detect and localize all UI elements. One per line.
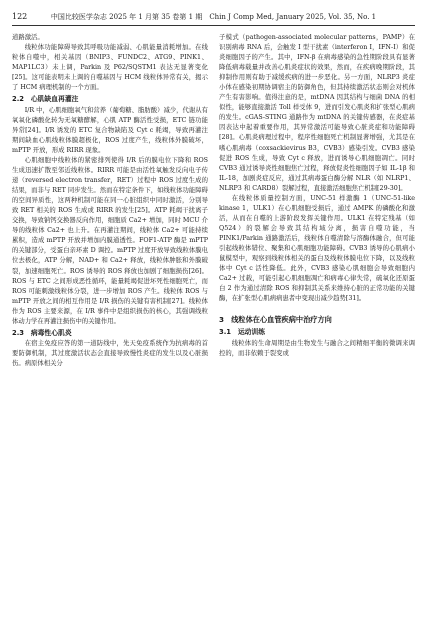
paragraph-quality-control: 在线粒体质量控制方面，UNC-51 样激酶 1（UNC-51-like kinase 1，ULK1）在心肌细胞受损后，通过 AMPK 的磷酸化和激活，从而在自噬的上游阶段发挥关键作用。ULK1 在特定残基（如 Q524）的裂解会导致其结构域分离，损害自噬功能，当 PINK1/Parkin 通路激活后，线粒体自噬清除与溶酶体融合，但可能引起线粒体错位、聚集和心肌细胞功能障碍。CVB3 诱导的心肌病小鼠模型中，观察到线粒体相关的蛋白及线粒体膜电位下降，以及线粒体中 Cyt c 活性降低。此外，CVB3 感染心肌细胞会导致细胞内 Ca2+ 过载，可能引起心肌细胞凋亡和病毒心律失常，硫氧化还原蛋白 2 作为通过清除 ROS 和抑制其关系来维持心脏的正常功能的关键酶，在扩张型心肌病病患者中变现出减少趋势[31]。 <box>219 194 415 303</box>
page-header <box>12 10 415 24</box>
paragraph-mitochondrial-dysfunction: 线粒体功能障碍导致其呼吸功能减弱、心肌能量消耗增加。在线粒体自噬中，相关基因（BNIP3、FUNDC2、ATG9、PINK1、MAP1LC3）未上调，Parkin 及 P62/SQSTM1 表达无显著变化[25]。这可能表明未上调的自噬基因与 HCM 线粒体异常有关，揭示了 HCM 病理机制的一个方面。 <box>12 44 208 92</box>
page-number: 122 <box>12 12 28 21</box>
section-heading-2-3: 2.3 病毒性心肌炎 <box>12 328 72 337</box>
section-heading-3-1: 3.1 运动训练 <box>219 328 266 337</box>
paragraph-viral-myocarditis: 在宿主免疫应答的第一道防线中，先天免疫系统作为抗病毒的首要防御机制，其过度激活状态会直接导致慢性炎症的发生以及心脏损伤。病原体相关分 <box>12 340 208 368</box>
paragraph-rirr-mechanism: 心肌细胞中线粒体的紧密排列使得 I/R 后的膜电位下降和 ROS 生成迅速扩散至邻近线粒体。RIRR 可能是由活性氧触发反向电子传递（reversed electron transfer，RET）过程中 ROS 过度生成的结果，而非与 RET 同步发生。然而在特定条件下，如线粒体功能障碍的空间异质性，这两种机制可能在同一心脏组织中同时激活，分别导致 RET 相关的 ROS 生成或 RIRR 的发生[25]。ATP 耗竭干扰离子交换，导致钠钙交换器反向作用，细胞质 Ca2+ 增加，同时 MCU 介导的线粒体 Ca2+ 也上升。在再灌注期间，线粒体 Ca2+ 可能持续累积，造成 mPTP 开放并增加内膜通透性。FOF1-ATP 酶是 mPTP 的关键部分，受蛋白亲环素 D 调控。mPTP 过度开放导致线粒体膜电位去极化，ATP 分解，NAD+ 和 Ca2+ 释放，线粒体肿胀和外膜破裂，加速细胞死亡。ROS 诱导的 ROS 释放也加剧了细胞损伤[26]。ROS 与 ETC 之间形成恶性循环，能量耗竭促进坏死性细胞死亡，而 ROS 可能刺激线粒体分裂，进一步增加 ROS 产生。线粒体 ROS 与 mPTP 开放之间的相互作用是 I/R 损伤的关键有害机制[27]。线粒体作为 ROS 主要来源，在 I/R 事件中是组织损伤的核心，其强调线粒体动力学在再灌注损伤中的关键作用。 <box>12 157 208 325</box>
paragraph-exercise-training: 线粒体的生命周期是由生物发生与融合之间精细平衡的微调来调控的，而非依赖于裂变或 <box>219 339 415 357</box>
journal-running-head: 中国比较医学杂志 2025 年 1 月第 35 卷第 1 期 Chin J Comp Med, January 2025, Vol. 35, No. 1 <box>50 13 377 21</box>
right-column <box>219 33 415 359</box>
paragraph-pamp-continued: 子模式（pathogen-associated molecular patterns，PAMP）在识别病毒 RNA 后，会触发 I 型干扰素（interferon Ⅰ，IFN-Ⅰ）和促炎细胞因子的产生。其中，IFN-β 在病毒感染的急性期阶段具有显著降低病毒载量并改善心肌炎症状的效果，然而，在疾病晚期阶段，其抑制作用则有助于减缓疾病的进一步恶化。另一方面，NLRP3 炎症小体在感染初期协调宿主的防御角色，但其持续激活状态则会对机体产生有害影响。值得注意的是，mtDNA 因其结构与细菌 DNA 的相似性，能够直接激活 Toll 样受体 9，进而引发心肌炎和扩张型心肌病的发生。cGAS-STING 通路作为 mtDNA 的关键传感器，在炎症基因表达中起着重要作用，其异常激活可能导致心脏炎症和功能障碍[28]。心肌炎病理过程中，程序性细胞死亡机制显著增强，尤其是在嗜心肌病毒（coxsackievirus B3，CVB3）感染引发。CVB3 感染促进 ROS 生成，导致 Cyt c 释放，进而诱导心肌细胞凋亡。同时 CVB3 通过诱导炎性细胞焦亡过程，释放促炎性细胞因子如 IL-1β 和 IL-18，加剧炎症反应，通过其病毒蛋白酶分解 NLR（如 NLRP1、NLRP3 和 CARD8）裂解过程，直接激活细胞焦亡机制[29-30]。 <box>219 34 415 192</box>
left-column <box>12 33 208 369</box>
section-heading-3: 3 线粒体在心血管疾病中治疗方向 <box>219 315 332 325</box>
header-rule <box>12 25 415 26</box>
section-heading-2-2: 2.2 心肌缺血再灌注 <box>12 95 79 104</box>
paragraph-ischemia-reperfusion: I/R 中，心肌细胞氧气和营养（葡萄糖、脂肪酸）减少，代谢从有氧氧化磷酸化转为无氧糖酵解，心肌 ATP 酶活性受损，ETC 链功能异常[24]。I/R 诱发的 ETC 复合物缺陷及 Cyt c 耗竭，导致再灌注期间缺血心肌线粒体膜超极化，ROS 过度产生，线粒体外膜破坏，mPTP 开放，形成 RIRR 现象。 <box>12 106 208 154</box>
paragraph-continued: 道路激活。 <box>12 34 44 41</box>
